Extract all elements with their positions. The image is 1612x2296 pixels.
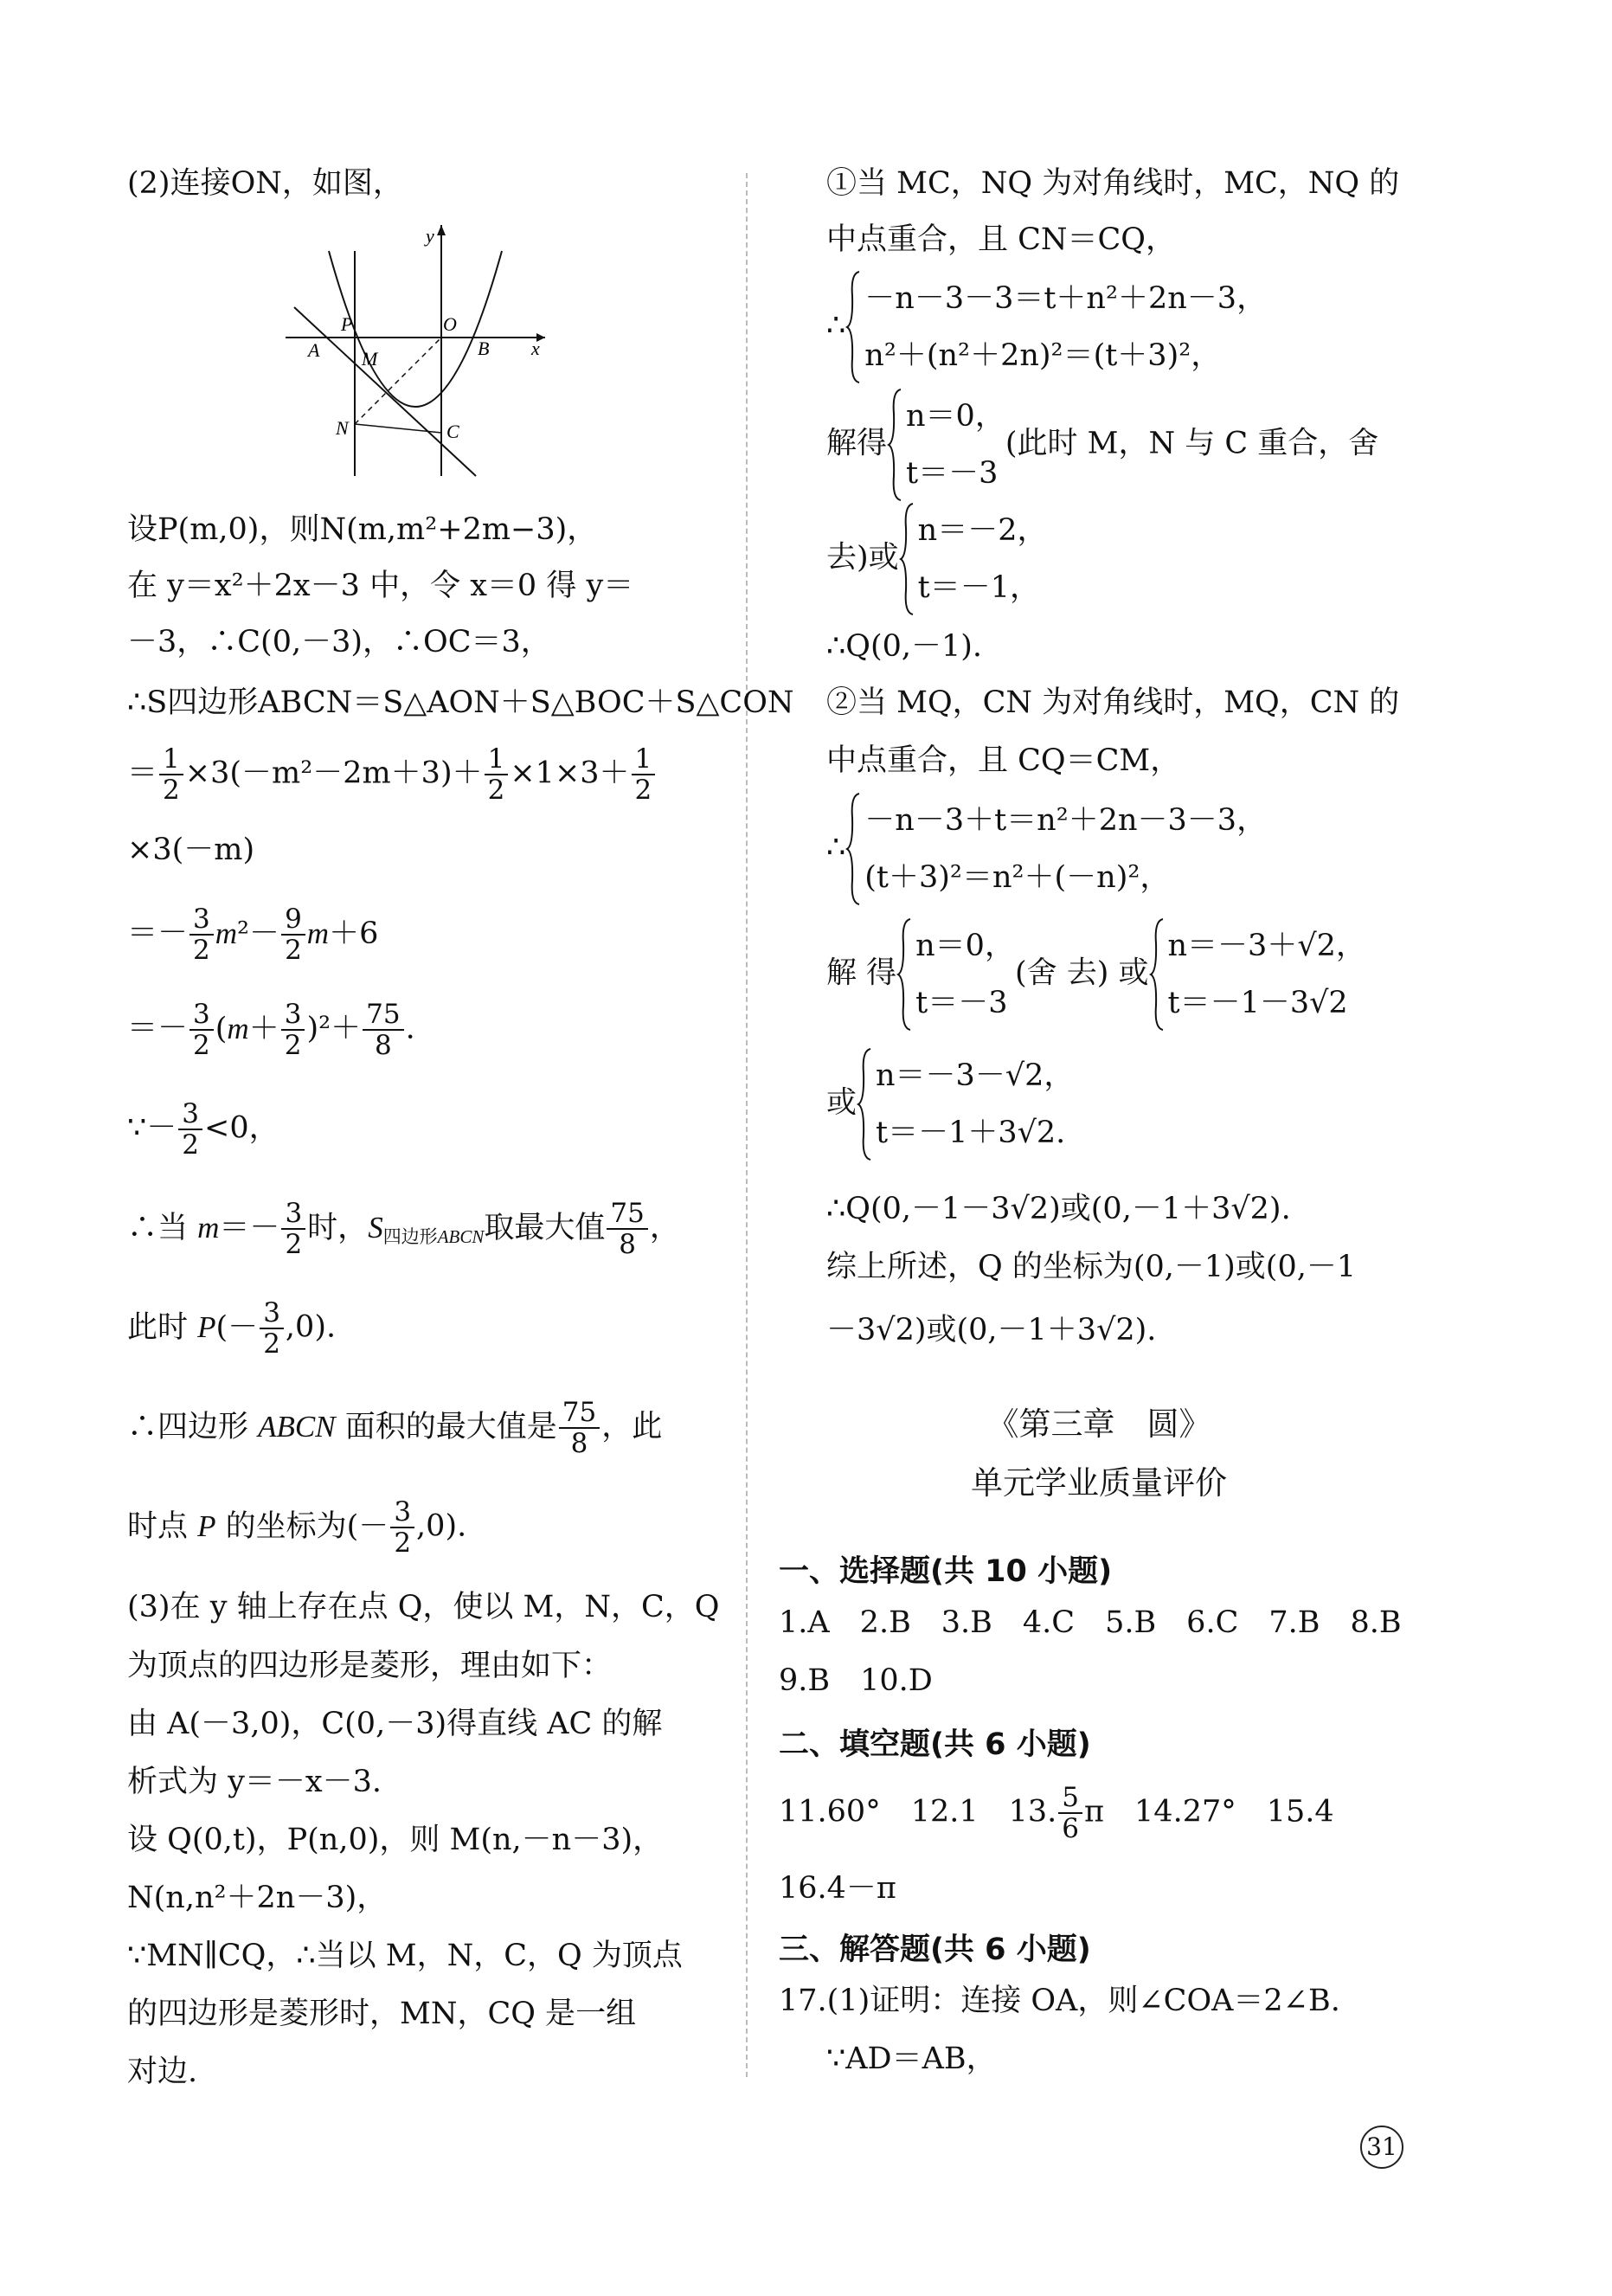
heading-solve: 三、解答题(共 6 小题) xyxy=(779,1933,1091,1967)
graph-label-x: x xyxy=(531,338,540,359)
right-line-7: 中点重合，且 CQ＝CM， xyxy=(826,743,1181,778)
graph-label-O: O xyxy=(443,313,457,335)
left-line-7: ＝－ $\frac{3}{2}$ m²－ $\frac{9}{2}$ m＋6 xyxy=(127,904,379,966)
section-subtitle: 单元学业质量评价 xyxy=(971,1464,1227,1502)
left-line-10: ∴当 m＝－ $\frac{3}{2}$ 时，$S_{四边形ABCN}$取最大值 $\frac{75}{8}$ ， xyxy=(127,1198,680,1260)
answers-choice-2: 9.B 10.D xyxy=(779,1663,933,1698)
left-line-16: 由 A(－3,0)，C(0,－3)得直线 AC 的解 xyxy=(127,1707,663,1741)
question-17: 17.(1)证明：连接 OA，则∠COA＝2∠B. xyxy=(779,1984,1340,2018)
left-line-15: 为顶点的四边形是菱形，理由如下： xyxy=(127,1649,613,1683)
left-line-19: N(n,n²＋2n－3)， xyxy=(127,1881,388,1915)
left-line-17: 析式为 y＝－x－3. xyxy=(127,1765,382,1799)
system-1: ∴ －n－3－3＝t＋n²＋2n－3， n²＋(n²＋2n)²＝(t＋3)²， xyxy=(826,270,1267,384)
right-line-6: ②当 MQ，CN 为对角线时，MQ，CN 的 xyxy=(826,685,1400,720)
left-line-20: ∵MN∥CQ，∴当以 M，N，C，Q 为顶点 xyxy=(127,1939,683,1973)
heading-fill: 二、填空题(共 6 小题) xyxy=(779,1727,1091,1762)
left-line-13: 时点 P 的坐标为(－ $\frac{3}{2}$ ,0). xyxy=(127,1496,467,1559)
left-line-14: (3)在 y 轴上存在点 Q，使以 M，N，C，Q xyxy=(127,1590,720,1624)
graph-label-P: P xyxy=(341,313,353,335)
heading-choice: 一、选择题(共 10 小题) xyxy=(779,1554,1113,1589)
part2-heading: (2)连接ON，如图， xyxy=(127,166,403,201)
right-line-11: 综上所述，Q 的坐标为(0,－1)或(0,－1 xyxy=(826,1250,1357,1284)
parabola-graph xyxy=(277,216,554,485)
left-line-3: －3，∴C(0,－3)，∴OC＝3， xyxy=(127,625,551,659)
page-number: 31 xyxy=(1360,2126,1403,2169)
question-17-line2: ∵AD＝AB， xyxy=(826,2042,997,2076)
graph-label-y: y xyxy=(426,225,434,247)
answers-choice-1: 1.A 2.B 3.B 4.C 5.B 6.C 7.B 8.B xyxy=(779,1605,1402,1640)
right-line-5: ∴Q(0,－1). xyxy=(826,629,983,664)
left-line-4: ∴S四边形ABCN＝S△AON＋S△BOC＋S△CON xyxy=(127,685,794,720)
graph-label-A: A xyxy=(308,339,320,361)
left-line-18: 设 Q(0,t)，P(n,0)，则 M(n,－n－3)， xyxy=(127,1823,664,1857)
graph-label-M: M xyxy=(362,348,378,370)
answers-fill-2: 16.4－π xyxy=(779,1871,896,1906)
left-line-5: ＝ $\frac{1}{2}$ ×3(－m²－2m＋3)＋ $\frac{1}{2}$ ×1×3＋ $\frac{1}{2}$ xyxy=(127,744,657,805)
column-divider xyxy=(746,173,748,2077)
left-line-2: 在 y＝x²＋2x－3 中，令 x＝0 得 y＝ xyxy=(127,569,634,603)
left-line-8: ＝－ $\frac{3}{2}$ (m＋ $\frac{3}{2}$ )²＋ $\frac{75}{8}$ . xyxy=(127,999,415,1061)
chapter-title: 《第三章 圆》 xyxy=(986,1405,1211,1443)
left-line-1: 设P(m,0)，则N(m,m²+2m−3)， xyxy=(127,512,598,547)
graph-label-C: C xyxy=(446,421,459,442)
solve-3: 解 得 n＝0， t＝－3 (舍 去) 或 n＝－3＋√2， t＝－1－3√2 xyxy=(826,917,1366,1032)
fraction-half: $\frac{1}{2}$ xyxy=(159,744,183,805)
left-line-9: ∵－ $\frac{3}{2}$ <0， xyxy=(127,1098,279,1161)
right-line-12: －3√2)或(0,－1＋3√2). xyxy=(826,1313,1157,1347)
solve-2: 去)或 n＝－2， t＝－1， xyxy=(826,502,1047,616)
left-line-12: ∴四边形 ABCN 面积的最大值是 $\frac{75}{8}$ ，此 xyxy=(127,1397,663,1459)
left-line-11: 此时 P(－ $\frac{3}{2}$ ,0). xyxy=(127,1297,337,1360)
left-line-21: 的四边形是菱形时，MN，CQ 是一组 xyxy=(127,1997,637,2031)
fraction-half: $\frac{1}{2}$ xyxy=(485,744,509,805)
fraction-half: $\frac{1}{2}$ xyxy=(632,744,656,805)
solve-4: 或 n＝－3－√2， t＝－1＋3√2. xyxy=(826,1047,1074,1161)
right-line-1: ①当 MC，NQ 为对角线时，MC，NQ 的 xyxy=(826,166,1400,201)
graph-label-N: N xyxy=(336,417,349,439)
system-2: ∴ －n－3＋t＝n²＋2n－3－3， (t＋3)²＝n²＋(－n)²， xyxy=(826,792,1267,906)
solve-1: 解得 n＝0， t＝－3 (此时 M，N 与 C 重合，舍 xyxy=(826,388,1378,502)
left-line-6: ×3(－m) xyxy=(127,833,255,867)
right-line-2: 中点重合，且 CN＝CQ， xyxy=(826,222,1177,257)
right-line-10: ∴Q(0,－1－3√2)或(0,－1＋3√2). xyxy=(826,1192,1291,1226)
left-line-22: 对边. xyxy=(127,2055,198,2089)
answers-fill-1: 11.60° 12.1 13. $\frac{5}{6}$ π 14.27° 15.4 xyxy=(779,1782,1334,1844)
graph-label-B: B xyxy=(478,338,490,359)
